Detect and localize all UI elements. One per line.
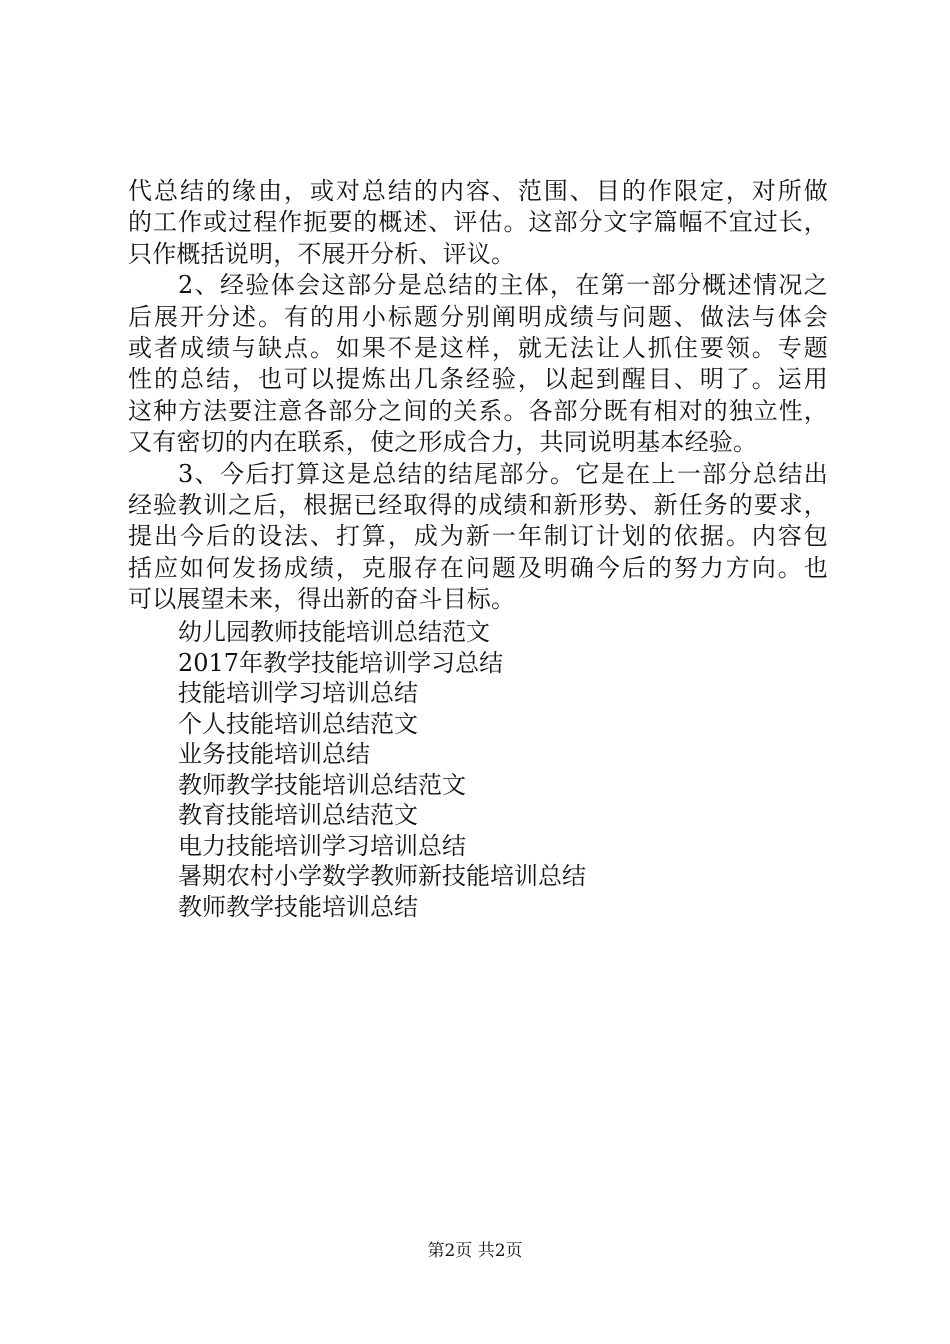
- text-line: 或者成绩与缺点。如果不是这样，就无法让人抓住要领。专题: [128, 333, 828, 362]
- text-line: 可以展望未来，得出新的奋斗目标。: [128, 585, 516, 614]
- page-number-footer: 第2页 共2页: [427, 1241, 523, 1261]
- related-link[interactable]: 2017年教学技能培训学习总结: [178, 648, 504, 677]
- text-line: 2、经验体会这部分是总结的主体，在第一部分概述情况之: [178, 271, 828, 300]
- text-line: 代总结的缘由，或对总结的内容、范围、目的作限定，对所做: [128, 177, 828, 205]
- text-line: 性的总结，也可以提炼出几条经验，以起到醒目、明了。运用: [128, 365, 828, 394]
- related-link[interactable]: 个人技能培训总结范文: [178, 709, 418, 738]
- text-line: 括应如何发扬成绩，克服存在问题及明确今后的努力方向。也: [128, 553, 828, 582]
- related-link[interactable]: 暑期农村小学数学教师新技能培训总结: [178, 862, 586, 890]
- text-line: 这种方法要注意各部分之间的关系。各部分既有相对的独立性，: [128, 396, 828, 425]
- related-link[interactable]: 幼儿园教师技能培训总结范文: [178, 618, 490, 646]
- related-link[interactable]: 技能培训学习培训总结: [178, 679, 418, 707]
- text-line: 后展开分述。有的用小标题分别阐明成绩与问题、做法与体会: [128, 302, 828, 331]
- text-line: 又有密切的内在联系，使之形成合力，共同说明基本经验。: [128, 428, 758, 457]
- text-line: 提出今后的设法、打算，成为新一年制订计划的依据。内容包: [128, 522, 828, 551]
- related-link[interactable]: 教育技能培训总结范文: [178, 801, 418, 829]
- text-line: 3、今后打算这是总结的结尾部分。它是在上一部分总结出: [178, 459, 828, 488]
- related-links-list: [178, 617, 828, 922]
- related-link[interactable]: 电力技能培训学习培训总结: [178, 831, 466, 860]
- document-body: [128, 176, 828, 615]
- related-link[interactable]: 教师教学技能培训总结: [178, 892, 418, 921]
- text-line: 的工作或过程作扼要的概述、评估。这部分文字篇幅不宜过长，: [128, 208, 828, 237]
- text-line: 经验教训之后，根据已经取得的成绩和新形势、新任务的要求，: [128, 490, 828, 519]
- text-line: 只作概括说明，不展开分析、评议。: [128, 239, 516, 268]
- related-link[interactable]: 教师教学技能培训总结范文: [178, 770, 466, 799]
- related-link[interactable]: 业务技能培训总结: [178, 740, 370, 768]
